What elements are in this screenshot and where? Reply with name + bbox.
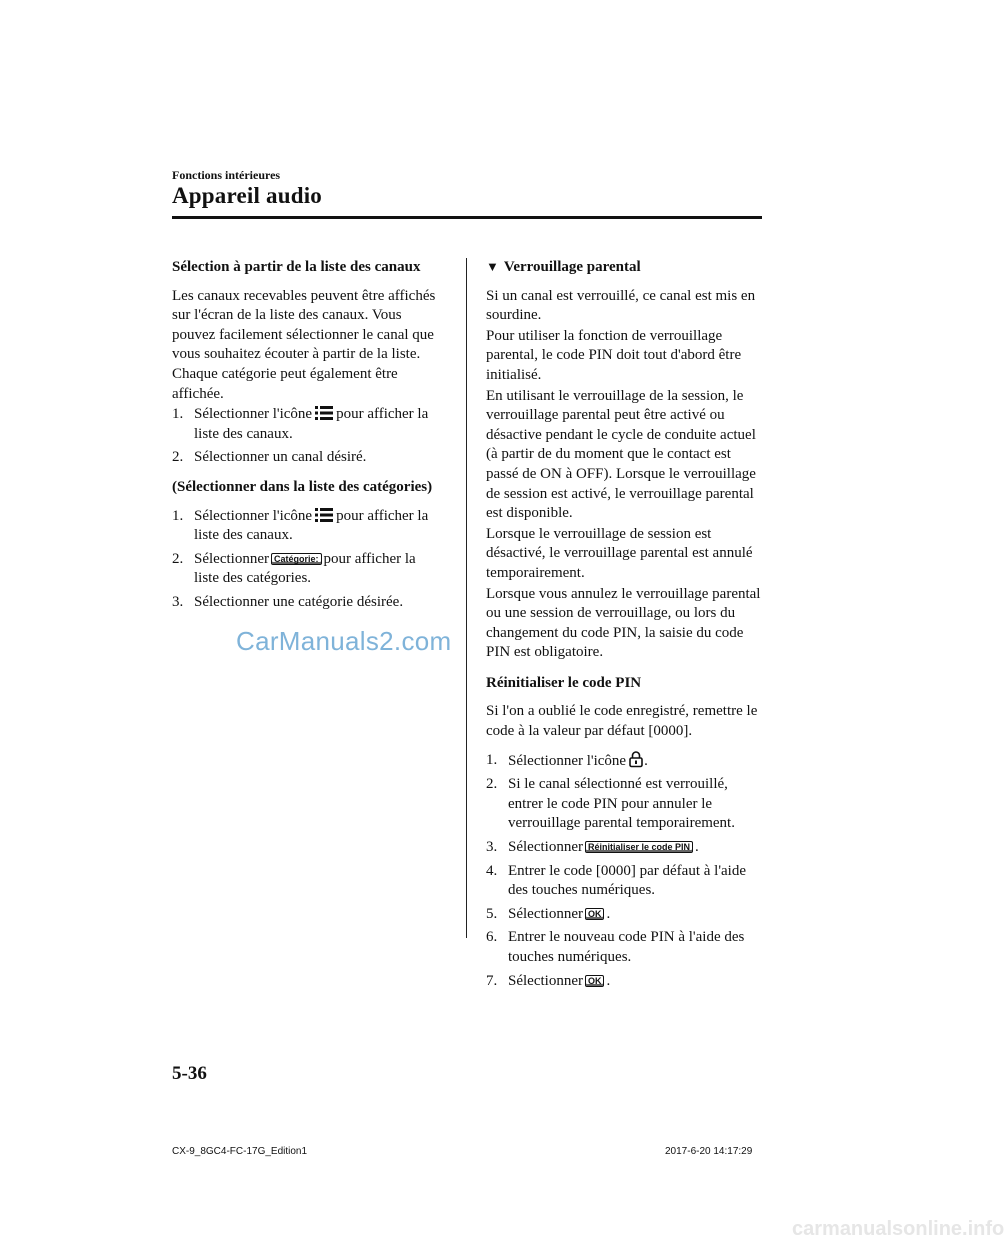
step-text: pour afficher la liste des catégories.	[194, 550, 416, 587]
reset-pin-button-image: Réinitialiser le code PIN	[585, 841, 693, 853]
paragraph-reset-pin: Si l'on a oublié le code enregistré, remettre le code à la valeur par défaut [0000].	[486, 703, 758, 740]
page-number: 5-36	[172, 1063, 207, 1084]
heading-category-list: (Sélectionner dans la liste des catégories)	[172, 478, 433, 495]
step-text: Sélectionner	[508, 972, 583, 989]
right-column	[486, 257, 766, 1001]
steps-reset-pin	[486, 751, 766, 992]
paragraph: En utilisant le verrouillage de la session, le verrouillage parental peut être activé ou désactive pendant le cycle de conduite actuel (à partir de du moment que le contact est passé de ON à OFF). Lorsque le verrouillage de session est activé, le verrouillage parental est disponible.	[486, 387, 756, 522]
step-number: 5.	[486, 905, 498, 922]
step-text: Entrer le nouveau code PIN à l'aide des touches numériques.	[508, 929, 745, 965]
list-item	[486, 972, 766, 992]
step-text: Sélectionner	[194, 550, 269, 567]
step-number: 2.	[172, 449, 184, 466]
step-number: 3.	[486, 839, 498, 856]
list-item	[486, 928, 766, 967]
ok-button-image: OK	[585, 908, 605, 920]
step-text: pour afficher la liste des canaux.	[194, 507, 429, 544]
step-text: .	[606, 905, 611, 922]
heading-text: Verrouillage parental	[503, 259, 641, 275]
list-item	[486, 838, 766, 858]
triangle-marker-icon: ▼	[486, 259, 499, 274]
column-divider	[466, 258, 467, 938]
step-text: pour afficher la liste des canaux.	[194, 406, 429, 442]
step-number: 2.	[172, 550, 184, 567]
lock-icon	[629, 751, 643, 767]
step-text: Si le canal sélectionné est verrouillé, entrer le code PIN pour annuler le verrouillage parental temporairement.	[508, 776, 735, 832]
step-text: .	[695, 839, 699, 856]
page-title: Appareil audio	[172, 183, 322, 208]
list-icon	[315, 406, 333, 420]
step-number: 6.	[486, 929, 498, 946]
list-icon	[315, 508, 333, 522]
step-number: 1.	[486, 751, 498, 768]
step-text: Sélectionner	[508, 905, 583, 922]
step-text: Sélectionner	[508, 839, 583, 856]
section-label: Fonctions intérieures	[172, 168, 281, 182]
step-text: Sélectionner une catégorie désirée.	[194, 593, 404, 610]
step-number: 1.	[172, 406, 184, 423]
paragraph: Lorsque le verrouillage de session est désactivé, le verrouillage parental est annulé temporairement.	[486, 525, 753, 581]
step-number: 7.	[486, 972, 498, 989]
list-item	[486, 862, 766, 901]
heading-parental-lock	[486, 257, 766, 278]
step-text: Sélectionner un canal désiré.	[194, 449, 367, 466]
left-column	[172, 258, 444, 623]
list-item	[172, 448, 444, 468]
paragraph-channel-list: Les canaux recevables peuvent être affichés sur l'écran de la liste des canaux. Vous pouvez facilement sélectionner le canal que vous souhaitez écouter à partir de la liste. Chaque catégorie peut également être affichée.	[172, 287, 436, 402]
list-item	[172, 593, 444, 613]
footer-timestamp: 2017-6-20 14:17:29	[665, 1146, 753, 1157]
list-item	[172, 550, 444, 589]
category-button-image: Catégorie:	[271, 553, 322, 565]
paragraph: Lorsque vous annulez le verrouillage parental ou une session de verrouillage, ou lors du changement du code PIN, la saisie du code PIN est obligatoire.	[486, 585, 761, 661]
step-number: 4.	[486, 862, 498, 879]
list-item	[486, 751, 766, 772]
paragraph: Si un canal est verrouillé, ce canal est mis en sourdine.	[486, 287, 756, 324]
list-item	[486, 775, 766, 834]
title-rule	[172, 216, 762, 219]
list-item	[172, 405, 444, 444]
step-number: 1.	[172, 507, 184, 524]
list-item	[486, 905, 766, 925]
step-number: 2.	[486, 776, 498, 793]
site-watermark: carmanualsonline.info	[792, 1218, 1004, 1240]
ok-button-image: OK	[585, 975, 605, 987]
heading-channel-list: Sélection à partir de la liste des canaux	[172, 259, 421, 275]
paragraph: Pour utiliser la fonction de verrouillage parental, le code PIN doit tout d'abord être initialisé.	[486, 327, 742, 383]
steps-category-list	[172, 507, 444, 613]
step-text: .	[644, 752, 648, 769]
step-text: .	[606, 972, 611, 989]
steps-channel-list	[172, 405, 444, 468]
step-text: Entrer le code [0000] par défaut à l'aide des touches numériques.	[508, 862, 747, 899]
footer-edition: CX-9_8GC4-FC-17G_Edition1	[172, 1146, 308, 1157]
step-text: Sélectionner l'icône	[508, 752, 627, 769]
step-text: Sélectionner l'icône	[194, 507, 313, 524]
list-item	[172, 507, 444, 546]
watermark: CarManuals2.com	[236, 626, 452, 656]
step-text: Sélectionner l'icône	[194, 406, 313, 423]
step-number: 3.	[172, 593, 184, 610]
heading-reset-pin: Réinitialiser le code PIN	[486, 674, 642, 691]
